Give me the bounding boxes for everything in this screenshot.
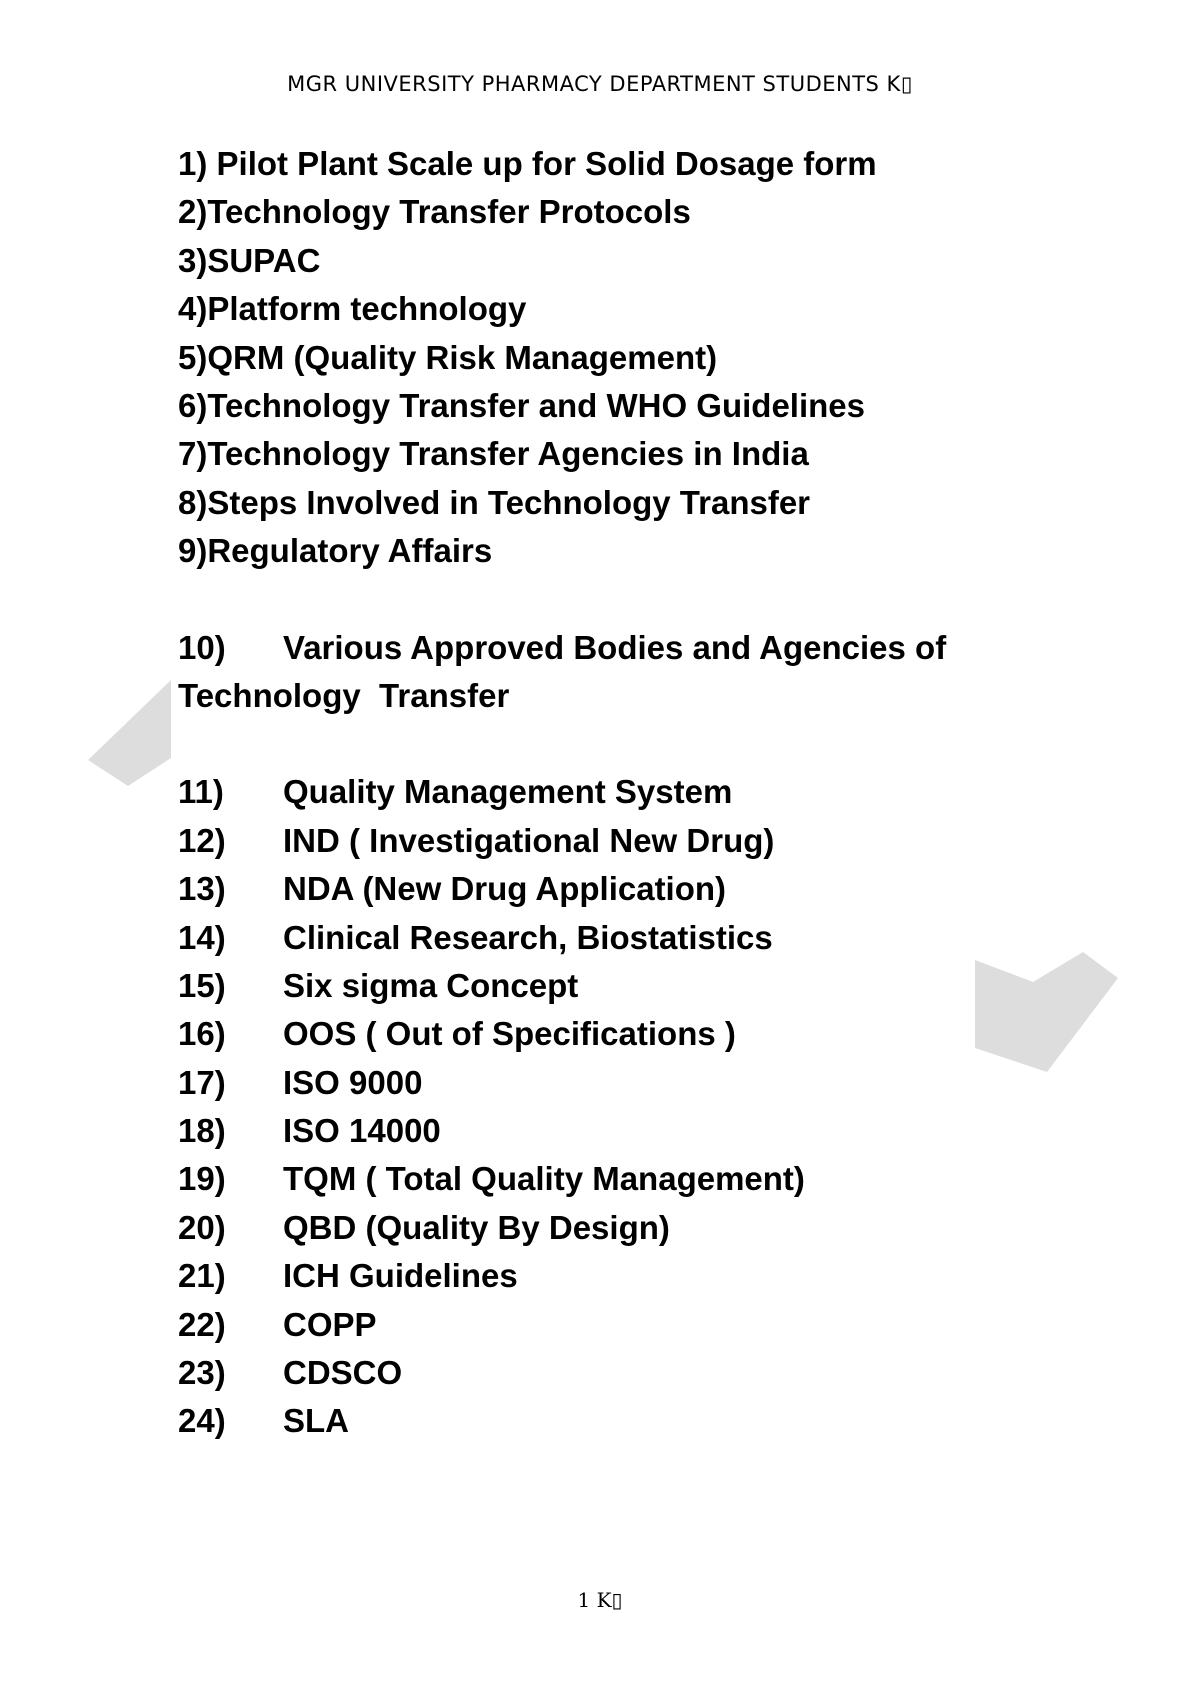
list-item xyxy=(178,188,1018,236)
item-number: 8) xyxy=(178,483,208,521)
item-number: 5) xyxy=(178,338,208,376)
list-item xyxy=(178,1155,1018,1203)
page-number: 1 K▯ xyxy=(577,1588,623,1612)
list-item xyxy=(178,1397,1018,1445)
list-item xyxy=(178,430,1018,478)
item-text: CDSCO xyxy=(283,1354,403,1392)
item-number: 9) xyxy=(178,532,208,570)
item-text: Technology Transfer Agencies in India xyxy=(207,435,809,473)
item-text: OOS ( Out of Specifications ) xyxy=(283,1015,736,1053)
list-item xyxy=(178,1010,1018,1058)
list-item xyxy=(178,624,998,721)
item-number: 6) xyxy=(178,386,208,424)
item-text: SLA xyxy=(283,1402,349,1440)
item-number: 16) xyxy=(178,1015,226,1053)
item-text: Various Approved Bodies and Agencies of Technology Transfer xyxy=(178,628,956,714)
item-text: NDA (New Drug Application) xyxy=(283,870,727,908)
item-number: 18) xyxy=(178,1112,226,1150)
item-text: IND ( Investigational New Drug) xyxy=(283,821,775,859)
item-text: Quality Management System xyxy=(283,773,733,811)
item-text: ISO 9000 xyxy=(283,1063,423,1101)
list-item xyxy=(178,865,1018,913)
item-text: Technology Transfer Protocols xyxy=(207,193,691,231)
item-text: TQM ( Total Quality Management) xyxy=(283,1160,805,1198)
item-number: 14) xyxy=(178,918,226,956)
page-header: MGR UNIVERSITY PHARMACY DEPARTMENT STUDENTS K▯ xyxy=(287,72,913,96)
item-number: 19) xyxy=(178,1160,226,1198)
item-number: 22) xyxy=(178,1305,226,1343)
item-text: Pilot Plant Scale up for Solid Dosage form xyxy=(216,145,877,182)
list-item xyxy=(178,1059,1018,1107)
item-number: 1) xyxy=(178,145,208,182)
item-text: Platform technology xyxy=(207,290,527,328)
item-number: 7) xyxy=(178,435,208,473)
item-number: 10) xyxy=(178,628,226,666)
list-item xyxy=(178,1301,1018,1349)
item-text: QBD (Quality By Design) xyxy=(283,1208,670,1246)
item-number: 3) xyxy=(178,241,208,279)
list-item xyxy=(178,527,1018,575)
list-item xyxy=(178,817,1018,865)
list-item xyxy=(178,237,1018,285)
list-item xyxy=(178,1107,1018,1155)
item-text: ICH Guidelines xyxy=(283,1257,518,1295)
item-number: 17) xyxy=(178,1063,226,1101)
list-item xyxy=(178,140,1018,188)
watermark-shape-left xyxy=(88,680,174,786)
item-text: Regulatory Affairs xyxy=(207,532,493,570)
item-text: COPP xyxy=(283,1305,377,1343)
list-item xyxy=(178,285,1018,333)
list-item xyxy=(178,768,1018,816)
item-number: 21) xyxy=(178,1257,226,1295)
item-number: 4) xyxy=(178,290,208,328)
item-number: 15) xyxy=(178,966,226,1004)
item-number: 20) xyxy=(178,1208,226,1246)
item-text: Clinical Research, Biostatistics xyxy=(283,918,773,956)
item-text: SUPAC xyxy=(207,241,321,279)
list-item xyxy=(178,914,1018,962)
item-number: 2) xyxy=(178,193,208,231)
item-text: Steps Involved in Technology Transfer xyxy=(207,483,811,521)
list-item xyxy=(178,479,1018,527)
item-number: 24) xyxy=(178,1402,226,1440)
item-number: 11) xyxy=(178,773,224,811)
item-number: 23) xyxy=(178,1354,226,1392)
item-number: 12) xyxy=(178,821,226,859)
list-item xyxy=(178,382,1018,430)
list-item xyxy=(178,1204,1018,1252)
topic-list xyxy=(178,140,1018,1446)
list-item xyxy=(178,1349,1018,1397)
list-item xyxy=(178,334,1018,382)
item-text: Six sigma Concept xyxy=(283,966,579,1004)
list-item xyxy=(178,1252,1018,1300)
item-text: QRM (Quality Risk Management) xyxy=(207,338,718,376)
list-item xyxy=(178,962,1018,1010)
item-number: 13) xyxy=(178,870,226,908)
item-text: Technology Transfer and WHO Guidelines xyxy=(207,386,865,424)
item-text: ISO 14000 xyxy=(283,1112,441,1150)
